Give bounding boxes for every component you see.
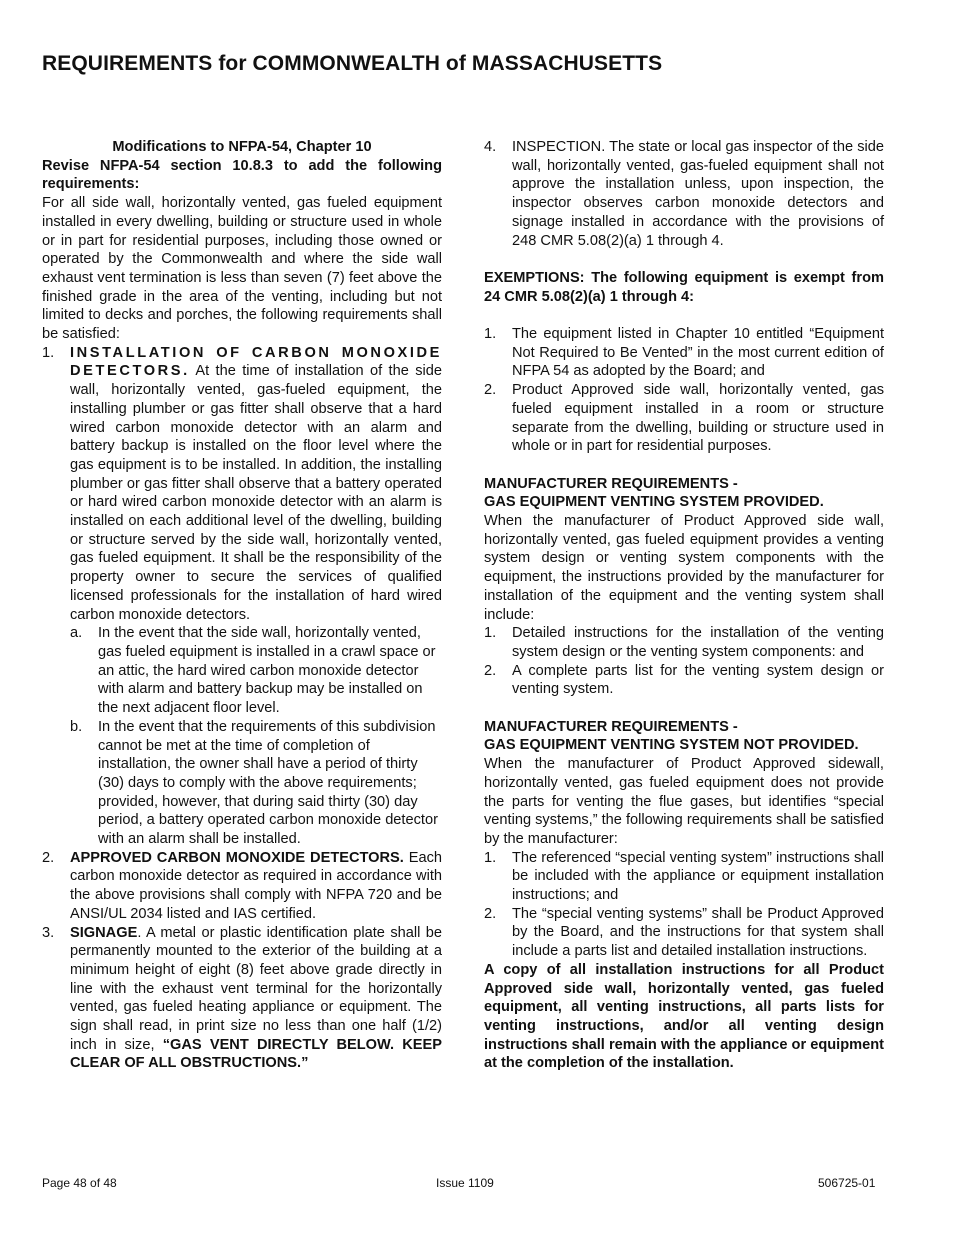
sub-item-b — [42, 718, 442, 849]
list-item-2 — [42, 849, 442, 924]
item-number: 1. — [484, 625, 497, 642]
right-column — [484, 138, 884, 1073]
item-text: Product Approved side wall, horizontally vented, gas fueled equipment installed in a room or structure separate from the dwelling, building or structure used in whole or in part for residential purposes. — [512, 382, 884, 455]
item-number: 2. — [484, 905, 497, 922]
manufacturer-2-item-2 — [484, 905, 884, 961]
item-text: Each carbon monoxide detector as required in accordance with the above provisions shall comply with NFPA 720 and be ANSI/UL 2034 listed and IAS certified. — [70, 849, 442, 922]
item-number: 1. — [484, 849, 497, 866]
sub-text: In the event that the requirements of this subdivision cannot be met at the time of completion of installation, the owner shall have a period of thirty (30) days to comply with the above requirements; provided, however, that during said thirty (30) day period, a battery operated carbon monoxide detector with an alarm shall be installed. — [98, 718, 438, 848]
item-number: 2. — [484, 382, 497, 399]
section-heading: Modifications to NFPA-54, Chapter 10 — [112, 139, 372, 155]
left-column — [42, 138, 442, 1073]
item-heading: INSTALLATION OF CARBON MONOXIDE DETECTORS. — [70, 344, 442, 380]
item-text: Detailed instructions for the installation of the venting system design or the venting system components: and — [512, 625, 884, 660]
sign-quote: “GAS VENT DIRECTLY BELOW. KEEP CLEAR OF ALL OBSTRUCTIONS.” — [70, 1036, 442, 1072]
item-number: 2. — [484, 662, 497, 679]
sub-text: In the event that the side wall, horizontally vented, gas fueled equipment is installed in a crawl space or an attic, the hard wired carbon monoxide detector with alarm and battery backup may be installed on the next adjacent floor level. — [98, 625, 436, 717]
manufacturer-subheading-2: GAS EQUIPMENT VENTING SYSTEM NOT PROVIDED. — [484, 737, 859, 754]
item-text: INSPECTION. The state or local gas inspector of the side wall, horizontally vented, gas-fueled equipment shall not approve the installation unless, upon inspection, the inspector observes carbon monoxide detectors and signage installed in accordance with the provisions of 248 CMR 5.08(2)(a) 1 through 4. — [512, 139, 884, 249]
list-item-1 — [42, 344, 442, 625]
item-number: 3. — [42, 924, 55, 941]
manufacturer-2-item-1 — [484, 849, 884, 905]
manufacturer-heading-2: MANUFACTURER REQUIREMENTS - — [484, 718, 738, 735]
intro-paragraph: For all side wall, horizontally vented, gas fueled equipment installed in every dwelling, building or structure used in whole or in part for residential purposes, including those owned or operated by the Commonwealth and where the side wall exhaust vent termination is less than seven (7) feet above the finished grade in the area of the venting, including but not limited to decks and porches, the following requirements shall be satisfied: — [42, 195, 442, 343]
item-text: . A metal or plastic identification plate shall be permanently mounted to the exterior of the building at a minimum height of eight (8) feet above grade directly in line with the exhaust vent terminal for the horizontally vented, gas fueled heating appliance or equipment. The sign shall read, in print size no less than one half (1/2) inch in size, — [70, 924, 442, 1053]
revise-heading: Revise NFPA-54 section 10.8.3 to add the following requirements: — [42, 157, 442, 193]
page-title: REQUIREMENTS for COMMONWEALTH of MASSACHUSETTS — [42, 52, 663, 75]
item-number: 1. — [484, 326, 497, 342]
item-number: 4. — [484, 139, 497, 155]
item-number: 2. — [42, 849, 55, 866]
manufacturer-1-item-1 — [484, 624, 884, 661]
item-heading: APPROVED CARBON MONOXIDE DETECTORS. — [70, 849, 404, 866]
item-text: A complete parts list for the venting system design or venting system. — [512, 662, 884, 698]
manufacturer-paragraph-2: When the manufacturer of Product Approved sidewall, horizontally vented, gas fueled equipment does not provide the parts for venting the flue gases, but identifies “special venting systems,” the following requirements shall be satisfied by the manufacturer: — [484, 756, 884, 847]
list-item-4 — [484, 138, 884, 250]
manufacturer-paragraph-1: When the manufacturer of Product Approved side wall, horizontally vented, gas fueled equipment provides a venting system design or venting system components with the equipment, the instructions provided by the manufacturer for installation of the equipment and the venting system shall include: — [484, 513, 884, 623]
closing-paragraph: A copy of all installation instructions for all Product Approved side wall, horizontally vented, gas fueled equipment, all venting instructions, all parts lists for venting instructions, and/or all venting design instructions shall remain with the appliance or equipment at the completion of the installation. — [484, 961, 884, 1072]
page-number: Page 48 of 48 — [42, 1176, 117, 1190]
item-text: The referenced “special venting system” instructions shall be included with the appliance or equipment installation instructions; and — [512, 849, 884, 904]
manufacturer-heading-1: MANUFACTURER REQUIREMENTS - — [484, 475, 738, 492]
document-number: 506725-01 — [818, 1176, 876, 1190]
manufacturer-subheading-1: GAS EQUIPMENT VENTING SYSTEM PROVIDED. — [484, 494, 824, 511]
issue-number: Issue 1109 — [436, 1176, 494, 1190]
item-number: 1. — [42, 344, 55, 361]
item-text: The “special venting systems” shall be Product Approved by the Board, and the instructions for that system shall include a parts list and detailed installation instructions. — [512, 905, 884, 960]
manufacturer-1-item-2 — [484, 662, 884, 699]
exemptions-heading: EXEMPTIONS: The following equipment is exempt from 24 CMR 5.08(2)(a) 1 through 4: — [484, 269, 884, 305]
sub-item-a — [42, 624, 442, 718]
item-text: At the time of installation of the side wall, horizontally vented, gas-fueled equipment, the installing plumber or gas fitter shall observe that a hard wired carbon monoxide detector with an alarm and battery backup is installed on the floor level where the gas equipment is to be installed. In addition, the installing plumber or gas fitter shall observe that a battery operated or hard wired carbon monoxide detector with an alarm is installed on each additional level of the dwelling, building or structure served by the side wall, horizontally vented, gas fueled equipment. It shall be the responsibility of the property owner to secure the services of qualified licensed professionals for the installation of hard wired carbon monoxide detectors. — [70, 363, 442, 623]
sub-letter: a. — [70, 625, 83, 642]
sub-letter: b. — [70, 718, 83, 735]
item-text: The equipment listed in Chapter 10 entitled “Equipment Not Required to Be Vented” in the most current edition of NFPA 54 as adopted by the Board; and — [512, 326, 884, 380]
item-heading: SIGNAGE — [70, 924, 138, 941]
list-item-3 — [42, 924, 442, 1074]
exemption-item-2 — [484, 381, 884, 456]
exemption-item-1 — [484, 325, 884, 381]
